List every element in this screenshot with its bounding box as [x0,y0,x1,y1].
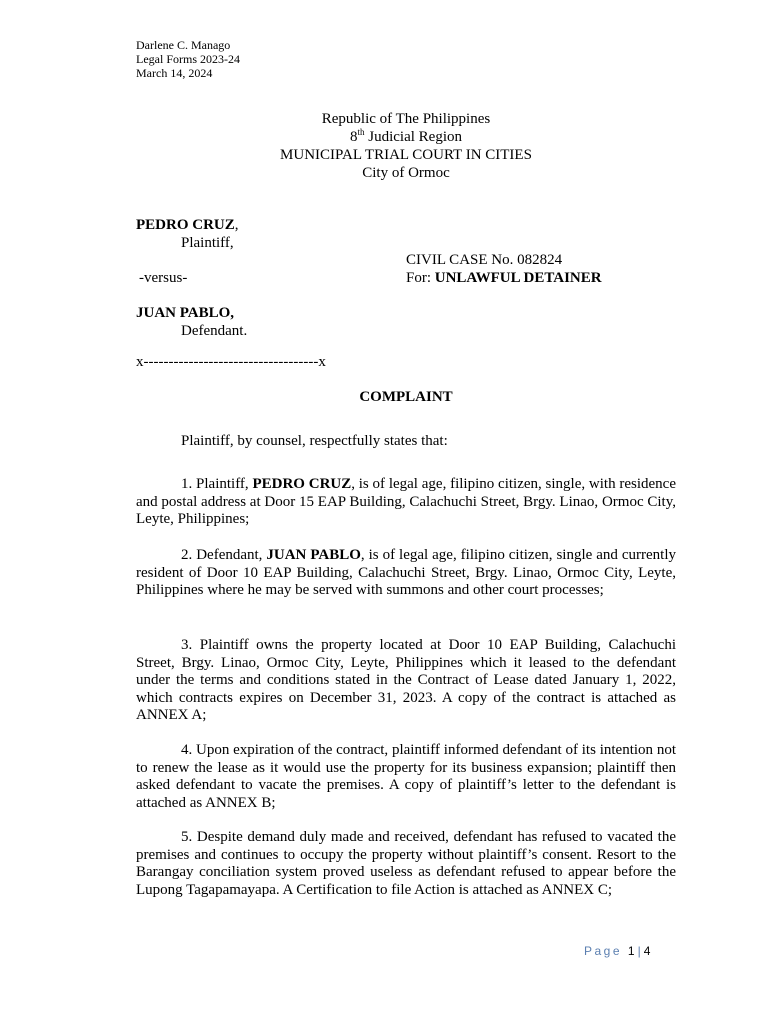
paragraph-5: 5. Despite demand duly made and received, defendant has refused to vacated the premises and continues to occupy the property without plaintiff’s consent. Resort to the Barangay conciliation system proved useless as defendant refused to appear before the Lupong Tagapamayapa. A Certification to file Action is attached as ANNEX C; [136,829,676,898]
plaintiff-name [136,216,239,234]
region-number: 8 [349,129,358,145]
case-number: CIVIL CASE No. 082824 [406,252,563,268]
region-text: Judicial Region [364,129,462,145]
header-meta [136,38,240,80]
court-heading [0,110,768,182]
paragraph-3: 3. Plaintiff owns the property located at Door 10 EAP Building, Calachuchi Street, Brgy. Linao, Ormoc City, Leyte, Philippines which it leased to the defendant under the terms and conditions stated in the Contract of Lease dated January 1, 2022, which contracts expires on December 31, 2023. A copy of the contract is attached as ANNEX A; [136,637,676,723]
paragraph-2 [136,547,676,600]
page-word: Page [584,944,623,958]
city-line: City of Ormoc [362,165,450,181]
defendant-role: Defendant. [181,323,248,339]
page-footer [584,944,650,958]
region-line [0,128,768,146]
case-nature-label: For: [406,270,435,286]
page-total: 4 [643,944,651,958]
defendant-name: JUAN PABLO, [136,305,235,321]
paragraph-1-lead: 1. Plaintiff, [181,476,253,492]
paragraph-1-body: , is of legal age, filipino citizen, single, with residence and postal address at Door 15 EAP Building, Calachuchi Street, Brgy. Linao, Ormoc City, Leyte, Philippines; [136,476,676,527]
author-name: Darlene C. Manago [136,38,231,52]
page-number: 1 [627,944,635,958]
paragraph-2-body: , is of legal age, filipino citizen, single and currently resident of Door 10 EAP Building, Calachuchi Street, Brgy. Linao, Ormoc City, Leyte, Philippines where he may be served with summons and other court processes; [136,547,676,598]
page-separator: | [637,944,641,958]
plaintiff-name-bold: PEDRO CRUZ [136,217,235,233]
caption-separator: x-----------------------------------x [136,354,326,370]
intro-statement: Plaintiff, by counsel, respectfully states that: [181,433,448,449]
plaintiff-comma: , [234,217,239,233]
court-name-line: MUNICIPAL TRIAL COURT IN CITIES [280,147,532,163]
course-name: Legal Forms 2023-24 [136,52,240,66]
paragraph-2-lead: 2. Defendant, [181,547,267,563]
republic-line: Republic of The Philippines [321,111,491,127]
paragraph-2-party: JUAN PABLO [266,547,361,563]
paragraph-4: 4. Upon expiration of the contract, plaintiff informed defendant of its intention not to renew the lease as it would use the property for its business expansion; plaintiff then asked defendant to vacate the premises. A copy of plaintiff’s letter to the defendant is attached as ANNEX B; [136,742,676,811]
paragraph-1 [136,476,676,529]
paragraph-1-party: PEDRO CRUZ [252,476,352,492]
versus-label: -versus- [139,270,188,286]
region-ordinal: th [357,127,365,137]
case-nature-value: UNLAWFUL DETAINER [434,270,602,286]
case-nature [406,269,602,287]
document-title: COMPLAINT [359,389,453,405]
document-date: March 14, 2024 [136,66,213,80]
plaintiff-role: Plaintiff, [181,235,234,251]
